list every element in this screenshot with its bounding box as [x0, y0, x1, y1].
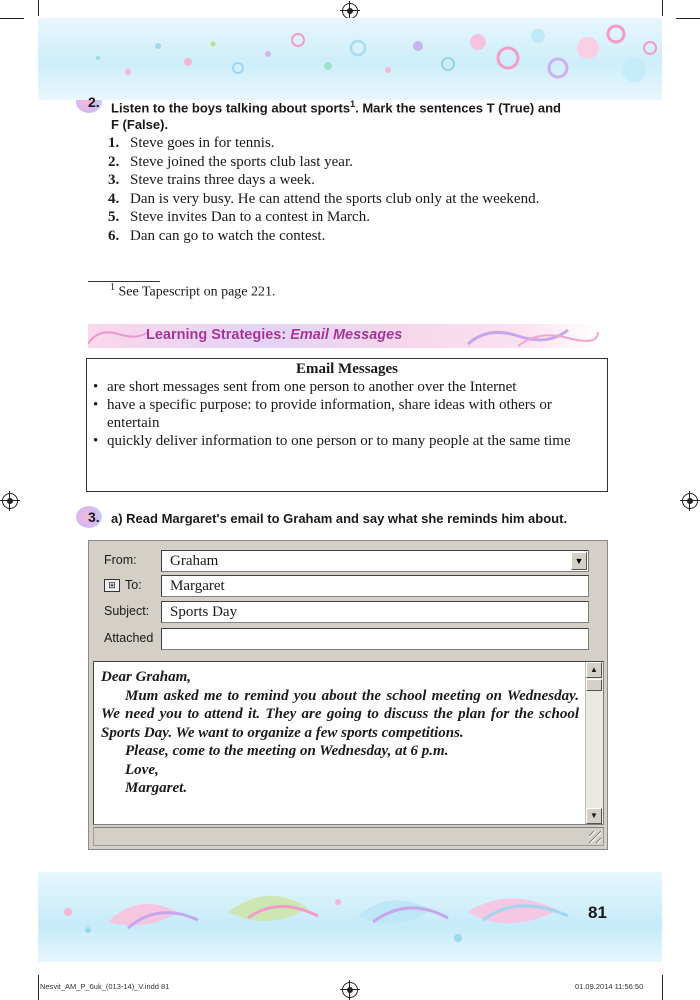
attached-field[interactable]: [161, 628, 589, 650]
top-decorative-band: [38, 18, 662, 100]
footnote: $^1$ See Tapescript on page 221.: [110, 282, 276, 300]
message-body[interactable]: [93, 661, 604, 825]
scroll-down-icon[interactable]: ▼: [586, 808, 602, 824]
crop-mark: [38, 975, 39, 1000]
list-item: 6. Dan can go to watch the contest.: [108, 227, 326, 244]
email-window: [88, 540, 608, 850]
box-title: Email Messages: [295, 361, 399, 377]
subject-label: Subject:: [104, 604, 150, 618]
crop-mark: [676, 18, 700, 19]
learning-strategies-title: Learning Strategies: Email Messages: [146, 327, 403, 343]
print-timestamp: 01.09.2014 11:56:50: [575, 982, 644, 991]
list-item: 2. Steve joined the sports club last year.: [108, 153, 353, 170]
registration-mark-icon: [342, 982, 358, 998]
address-book-icon[interactable]: ⊞: [104, 579, 120, 592]
crop-mark: [0, 18, 24, 19]
to-field[interactable]: Margaret: [161, 575, 589, 597]
scroll-thumb[interactable]: [586, 679, 602, 691]
exercise-number: 2.: [88, 94, 100, 110]
list-item: 4. Dan is very busy. He can attend the sports club only at the weekend.: [108, 190, 540, 207]
print-slug: Nesvit_AM_P_6uk_(013-14)_V.indd 81: [40, 982, 170, 991]
from-label: From:: [104, 553, 137, 567]
crop-mark: [662, 975, 663, 1000]
scroll-up-icon[interactable]: ▲: [586, 662, 602, 678]
registration-mark-icon: [342, 3, 358, 19]
from-dropdown[interactable]: Graham ▼: [161, 550, 589, 572]
page-number: 81: [588, 903, 607, 922]
list-item: 5. Steve invites Dan to a contest in March.: [108, 209, 370, 225]
sentence-list: [108, 134, 588, 245]
registration-mark-icon: [2, 493, 18, 509]
to-label: To:: [125, 578, 142, 592]
list-item: 3. Steve trains three days a week.: [108, 172, 315, 188]
message-text: Dear Graham, Mum asked me to remind you about the school meeting on Wednesday. We need you to attend it. They are going to discuss the plan for the school Sports Day. We want to organize a few sports competitions. Please, come to the meeting on Wednesday, at 6 p.m. Love, Margaret.: [101, 669, 579, 796]
bubbles-decoration-icon: [38, 18, 662, 100]
subject-field[interactable]: Sports Day: [161, 601, 589, 623]
attached-label: Attached: [104, 631, 154, 645]
bullet-list: [87, 378, 607, 450]
crop-mark: [38, 0, 39, 16]
list-item: • are short messages sent from one person to another over the Internet: [93, 379, 517, 395]
email-messages-box: [86, 358, 608, 492]
resize-grip-icon[interactable]: [589, 831, 601, 843]
list-item: • have a specific purpose: to provide information, share ideas with others or entertain: [93, 397, 552, 431]
list-item: • quickly deliver information to one person or to many people at the same time: [93, 433, 571, 449]
exercise-instruction: a) Read Margaret's email to Graham and say what she reminds him about.: [111, 511, 568, 526]
exercise-instruction: Listen to the boys talking about sports$^1$. Mark the sentences T (True) and F (False).: [111, 99, 561, 133]
crop-mark: [662, 0, 663, 16]
registration-mark-icon: [682, 493, 698, 509]
exercise-number: 3.: [88, 509, 100, 525]
bottom-decorative-band: [38, 872, 662, 962]
vertical-scrollbar[interactable]: [585, 662, 603, 824]
feathers-decoration-icon: [38, 872, 662, 962]
list-item: 1. Steve goes in for tennis.: [108, 135, 275, 151]
status-bar: [93, 827, 604, 846]
chevron-down-icon[interactable]: ▼: [571, 552, 587, 570]
